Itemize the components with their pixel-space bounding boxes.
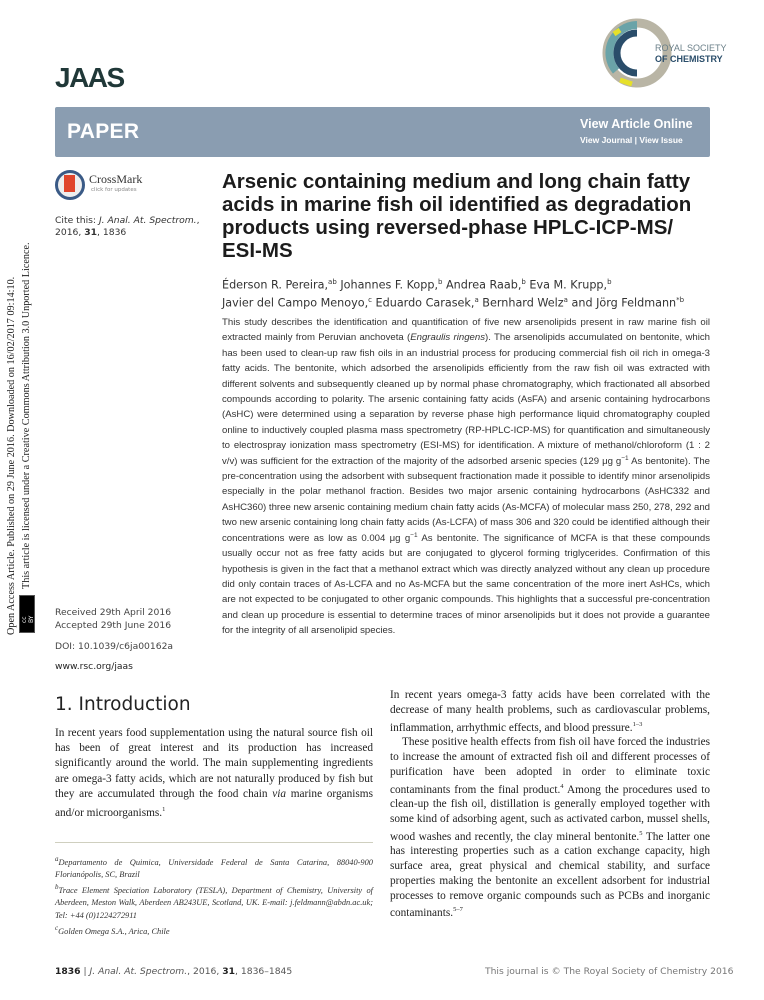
reference-link[interactable]: 1 [162, 806, 166, 814]
doi[interactable]: DOI: 10.1039/c6ja00162a [55, 641, 174, 652]
cite-label: Cite this: [55, 215, 97, 226]
affiliation-text: Departamento de Quimica, Universidade Federal de Santa Catarina, 88040-900 Florianópolis, SC, Brazil [55, 857, 373, 880]
text: Among the procedures used to clean-up the fish oil, distillation is generally employed together with some kind of adsorbing agent, such as activated carbon, mussel shells, wood washes and recently, the clay mineral bentonite. [390, 783, 710, 843]
text: In recent years food supplementation using the natural source fish oil has been of great interest and its production has increased significantly around the world. The main supplementing ingredients are omega-3 fatty acids, which are not naturally produced by fish but they are accumulated through the food chain [55, 727, 373, 800]
author-affiliation-mark: c [368, 296, 372, 305]
author: Eduardo Carasek, [372, 296, 475, 310]
author: and Jörg Feldmann [567, 296, 677, 310]
view-issue-link[interactable]: View Issue [639, 135, 683, 145]
author: Johannes F. Kopp, [336, 278, 439, 292]
link-separator: | [634, 135, 638, 145]
crossmark-flag-icon [64, 175, 75, 192]
logo-line1: ROYAL SOCIETY [655, 43, 727, 53]
reference-link[interactable]: 1–3 [632, 720, 643, 728]
article-type-label: PAPER [67, 120, 140, 143]
author-affiliation-mark: b [607, 278, 612, 286]
logo-line2: OF CHEMISTRY [655, 54, 723, 64]
open-access-notice [4, 242, 34, 635]
article-dates [55, 606, 171, 632]
affiliation-c [55, 922, 373, 938]
rsc-logo [600, 16, 730, 90]
copyright: This journal is © The Royal Society of Chemistry 2016 [485, 966, 734, 977]
abstract: This study describes the identification and quantification of five new arsenolipids present in raw marine fish oil extracted mainly from Peruvian anchoveta (Engraulis ringens). The arsenolipids accumulated on bentonite, which has been used to clean-up raw fish oils in an industrial process for producing commercial fish oil rich in omega-3 fatty acids. The bentonite, which adsorbed the arsenolipids efficiently from the raw fish oil was extracted with different solvents and subsequently cleaned up by normal phase chromatography, which fractionated all absorbed compounds according to polarity. The arsenic containing fatty acids (AsFA) and arsenic containing hydrocarbons (AsHC) were determined using a separation by reverse phase high performance liquid chromatography coupled online to inductively coupled plasma mass spectrometry (RP-HPLC-ICP-MS) for quantification and simultaneously to electrospray ionization mass spectrometry (ESI-MS) for identification. A mixture of methanol/chloroform (1 : 2 v/v) was sufficient for the extraction of the majority of the adsorbed arsenic species (129 μg $g^{-1}$ As bentonite). The pre-concentration using the adsorbent with subsequent fractionation made it possible to identify minor arsenolipids especially in the polar methanol fraction. Besides two major arsenic containing hydrocarbons (AsHC332 and AsHC360) three new arsenic containing medium chain fatty acids (As-MCFA) of molecular mass 250, 278, 292 and two new arsenic containing long chain fatty acids (As-LCFA) of mass 306 and 320 could be identified although their concentrations were as low as 0.004 μg $g^{-1}$ As bentonite. The significance of MCFA is that these compounds usually occur not as free fatty acids but are conjugated to glycerol forming triglycerides. Confirmation of this hypothesis is given in the fact that a methanol extract which was directly analyzed without any clean up procedure did only contain traces of As-LCFA and no As-MCFA but the same concentration of the more inert AsHCs, which are not expected to be conjugated to other organic compounds. This highlights that a successful pre-concentration and clean up procedure is essential to determine traces of minor arsenolipids but it does not provide a guarantee for the integrity of all arsenolipid species. [222, 317, 711, 637]
author-list [222, 275, 712, 311]
journal-website-link[interactable]: www.rsc.org/jaas [55, 661, 133, 672]
separator: | [80, 966, 90, 977]
page-footer-citation [55, 966, 292, 977]
crossmark-button[interactable] [55, 170, 175, 204]
text: In recent years omega-3 fatty acids have been correlated with the decrease of many health problems, such as cardiovascular problems, inflammation, arrhythmic effects, and blood pressure. [390, 689, 710, 734]
section-heading-introduction: 1. Introduction [55, 694, 191, 715]
author-affiliation-mark: ab [328, 278, 337, 286]
footer-year: , 2016, [187, 966, 223, 977]
article-title: Arsenic containing medium and long chain fatty acids in marine fish oil identified as degradation products using reversed-phase HPLC-ICP-MS/ ESI-MS [222, 170, 692, 262]
author: Eva M. Krupp, [525, 278, 608, 292]
author: Bernhard Welz [478, 296, 564, 310]
footer-journal: J. Anal. At. Spectrom. [89, 966, 188, 977]
footer-pages: , 1836–1845 [235, 966, 293, 977]
reference-link[interactable]: 5–7 [453, 906, 463, 914]
text-italic: via [272, 787, 287, 800]
crossmark-sublabel: click for updates [91, 187, 137, 193]
cc-by-badge-text: cc BY [21, 615, 35, 623]
footnote-divider [55, 842, 373, 843]
affiliations [55, 853, 373, 938]
reference-link[interactable]: 5 [639, 829, 643, 837]
reference-link[interactable]: 4 [560, 782, 564, 790]
author: Andrea Raab, [442, 278, 522, 292]
text: These positive health effects from fish oil have forced the industries to increase the amount of extracted fish oil and different processes of purification have been adopted in order to eliminate toxic contaminants from the final product. [390, 736, 710, 796]
intro-paragraph-1-continued [390, 688, 710, 735]
citation [55, 215, 220, 239]
view-links [580, 135, 683, 145]
affiliation-mark: b [55, 883, 59, 892]
article-type-banner [55, 107, 710, 157]
cite-journal: J. Anal. At. Spectrom. [98, 215, 197, 226]
open-access-line[interactable]: Open Access Article. Published on 29 June 2016. Downloaded on 16/02/2017 09:14:10. [6, 276, 17, 635]
view-article-online-link[interactable]: View Article Online [580, 117, 693, 131]
cite-volume: 31 [84, 227, 98, 238]
journal-name: JAAS [55, 62, 124, 93]
author-affiliation-mark: a [474, 296, 479, 305]
author: Javier del Campo Menoyo, [222, 296, 369, 310]
affiliation-mark: c [55, 924, 59, 933]
licence-line[interactable]: This article is licensed under a Creative Commons Attribution 3.0 Unported Licence. [21, 242, 32, 589]
intro-column-2 [390, 688, 710, 921]
intro-paragraph-1 [55, 726, 373, 821]
affiliation-mark: a [55, 855, 59, 863]
affiliation-text: Trace Element Speciation Laboratory (TESLA), Department of Chemistry, University of Aberdeen, Meston Walk, Aberdeen AB243UE, Scotland, UK. E-mail: j.feldmann@abdn.ac.uk; Tel: +44 (0)1224272911 [55, 886, 373, 920]
intro-paragraph-2 [390, 735, 710, 921]
text: marine organisms and/or microorganisms. [55, 787, 373, 819]
accepted-date: Accepted 29th June 2016 [55, 620, 172, 631]
author-affiliation-mark: *b [676, 296, 685, 305]
page-number: 1836 [55, 966, 81, 977]
view-journal-link[interactable]: View Journal [580, 135, 633, 145]
affiliation-b [55, 881, 373, 922]
author-affiliation-mark: b [438, 278, 443, 286]
affiliation-text: Golden Omega S.A., Arica, Chile [58, 926, 170, 936]
affiliation-a [55, 853, 373, 881]
text: The latter one has interesting properties such as a cation exchange capacity, high surface area, great physical and chemical stability, and surface properties making the bentonite an excellent adsorbent for industrial processes to remove organic compounds such as PCBs and inorganic contaminants. [390, 830, 710, 920]
footer-volume: 31 [222, 966, 236, 977]
cc-by-badge-icon[interactable] [19, 595, 35, 633]
author-affiliation-mark: b [521, 278, 526, 286]
received-date: Received 29th April 2016 [55, 607, 172, 618]
crossmark-label: CrossMark [89, 172, 143, 186]
cite-year: , 2016, [55, 215, 200, 238]
author: Éderson R. Pereira, [222, 278, 329, 292]
cite-page: , 1836 [97, 227, 127, 238]
author-affiliation-mark: a [563, 296, 568, 305]
